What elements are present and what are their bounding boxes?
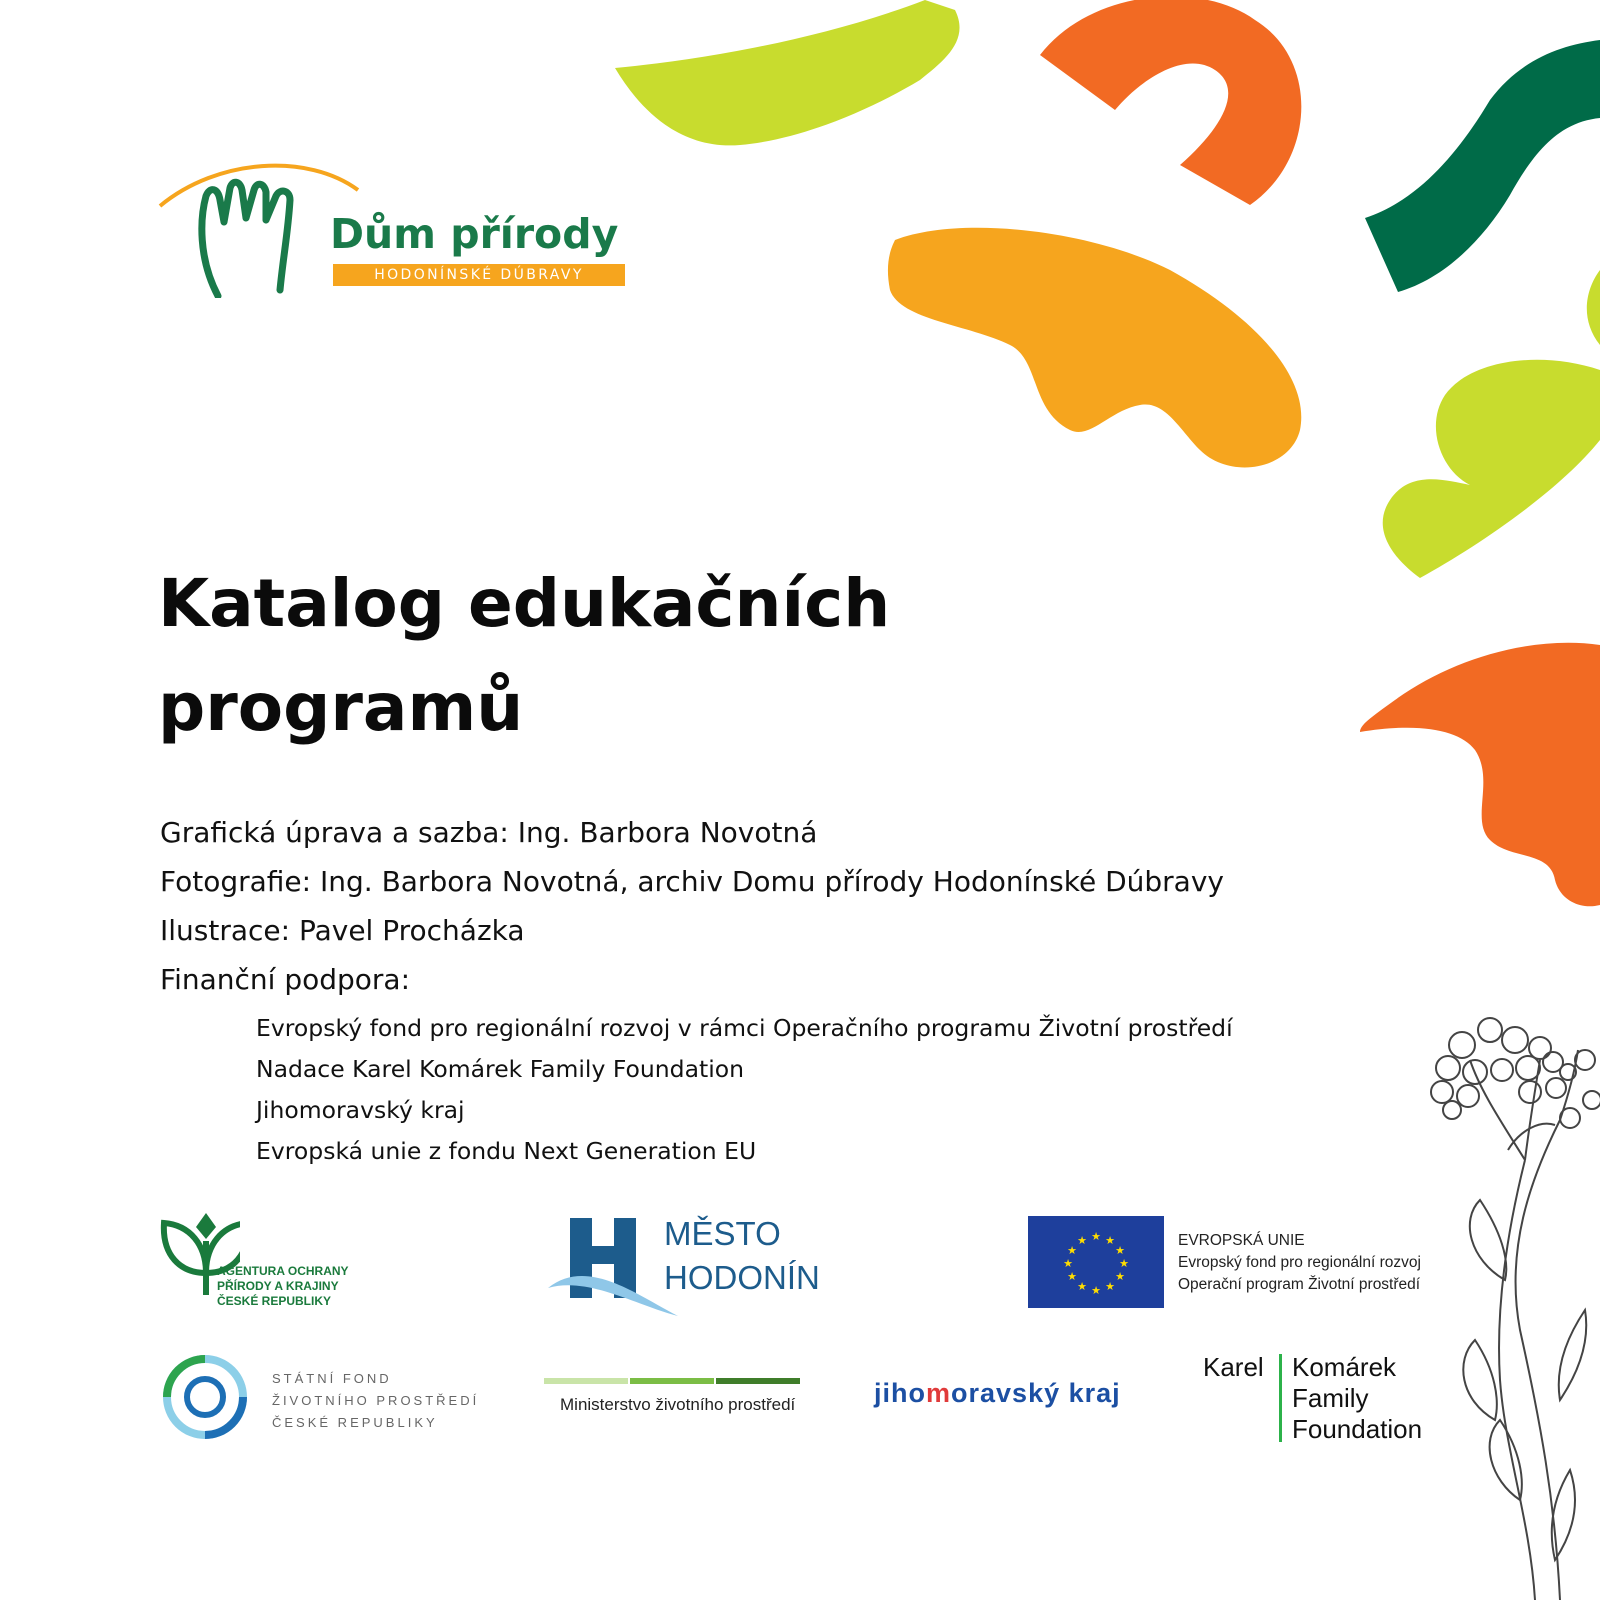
kkff-line-2: Family bbox=[1292, 1383, 1369, 1413]
credit-design: Grafická úprava a sazba: Ing. Barbora Novotná bbox=[160, 816, 818, 849]
title-line-2: programů bbox=[158, 669, 524, 746]
plant-illustration bbox=[1431, 1018, 1600, 1600]
svg-text:★: ★ bbox=[1115, 1244, 1125, 1257]
svg-text:★: ★ bbox=[1077, 1280, 1087, 1293]
credit-photos: Fotografie: Ing. Barbora Novotná, archiv Domu přírody Hodonínské Dúbravy bbox=[160, 865, 1224, 898]
jmk-logo-text bbox=[874, 1378, 1121, 1409]
sfzp-line-2: ŽIVOTNÍHO PROSTŘEDÍ bbox=[272, 1393, 480, 1408]
kkff-divider bbox=[1279, 1354, 1282, 1442]
brand-name: Dům přírody bbox=[330, 210, 619, 258]
aopk-line-3: ČESKÉ REPUBLIKY bbox=[217, 1294, 332, 1308]
hodonin-line-2: HODONÍN bbox=[664, 1259, 820, 1296]
mzp-logo-text: Ministerstvo životního prostředí bbox=[560, 1395, 796, 1414]
funder-item: Evropský fond pro regionální rozvoj v rámci Operačního programu Životní prostředí bbox=[256, 1014, 1233, 1042]
funder-item: Nadace Karel Komárek Family Foundation bbox=[256, 1055, 745, 1083]
aopk-line-1: AGENTURA OCHRANY bbox=[217, 1264, 349, 1278]
svg-text:★: ★ bbox=[1067, 1270, 1077, 1283]
dum-prirody-logo bbox=[158, 158, 638, 298]
mzp-logo-bars bbox=[544, 1378, 804, 1386]
eu-flag-icon bbox=[1028, 1216, 1164, 1308]
eu-line-3: Operační program Životní prostředí bbox=[1178, 1276, 1421, 1293]
kkff-logo-left: Karel bbox=[1203, 1352, 1264, 1382]
title-line-1: Katalog edukačních bbox=[158, 565, 891, 642]
svg-text:★: ★ bbox=[1063, 1257, 1073, 1270]
eu-line-1: EVROPSKÁ UNIE bbox=[1178, 1232, 1305, 1249]
hodonin-line-1: MĚSTO bbox=[664, 1215, 781, 1252]
kkff-line-3: Foundation bbox=[1292, 1414, 1423, 1444]
lime-leaf-shape bbox=[615, 0, 960, 145]
sfzp-logo-icon bbox=[162, 1354, 248, 1440]
hodonin-logo-text bbox=[664, 1212, 820, 1300]
brand-subtitle: HODONÍNSKÉ DÚBRAVY bbox=[333, 264, 625, 286]
svg-text:★: ★ bbox=[1115, 1270, 1125, 1283]
jmk-part-3: oravský kraj bbox=[951, 1378, 1121, 1408]
svg-text:★: ★ bbox=[1119, 1257, 1129, 1270]
sfzp-line-1: STÁTNÍ FOND bbox=[272, 1371, 392, 1386]
aopk-logo-text bbox=[217, 1264, 349, 1309]
funder-item: Evropská unie z fondu Next Generation EU bbox=[256, 1137, 757, 1165]
kkff-line-1: Komárek bbox=[1292, 1352, 1397, 1382]
kkff-logo-right bbox=[1292, 1352, 1422, 1445]
jmk-part-2: m bbox=[926, 1378, 952, 1408]
funders-list bbox=[256, 1008, 1233, 1172]
amber-blob-shape bbox=[888, 228, 1301, 468]
sfzp-line-3: ČESKÉ REPUBLIKY bbox=[272, 1415, 438, 1430]
lime-right-shape bbox=[1383, 270, 1600, 578]
svg-text:★: ★ bbox=[1091, 1284, 1101, 1297]
credit-funding-label: Finanční podpora: bbox=[160, 963, 411, 996]
svg-text:★: ★ bbox=[1067, 1244, 1077, 1257]
svg-text:★: ★ bbox=[1105, 1234, 1115, 1247]
credits-block bbox=[160, 808, 1224, 1004]
aopk-line-2: PŘÍRODY A KRAJINY bbox=[217, 1279, 339, 1293]
dark-green-wave-shape bbox=[1365, 40, 1600, 292]
funder-item: Jihomoravský kraj bbox=[256, 1096, 465, 1124]
eu-line-2: Evropský fond pro regionální rozvoj bbox=[1178, 1254, 1421, 1271]
sfzp-logo-text bbox=[272, 1368, 479, 1434]
orange-arch-shape bbox=[1040, 0, 1301, 205]
svg-text:★: ★ bbox=[1077, 1234, 1087, 1247]
svg-text:★: ★ bbox=[1105, 1280, 1115, 1293]
credit-illustration: Ilustrace: Pavel Procházka bbox=[160, 914, 525, 947]
eu-logo-text bbox=[1178, 1230, 1421, 1296]
svg-text:★: ★ bbox=[1091, 1230, 1101, 1243]
page-title bbox=[158, 552, 1158, 760]
orange-right-shape bbox=[1360, 643, 1600, 906]
jmk-part-1: jiho bbox=[874, 1378, 926, 1408]
